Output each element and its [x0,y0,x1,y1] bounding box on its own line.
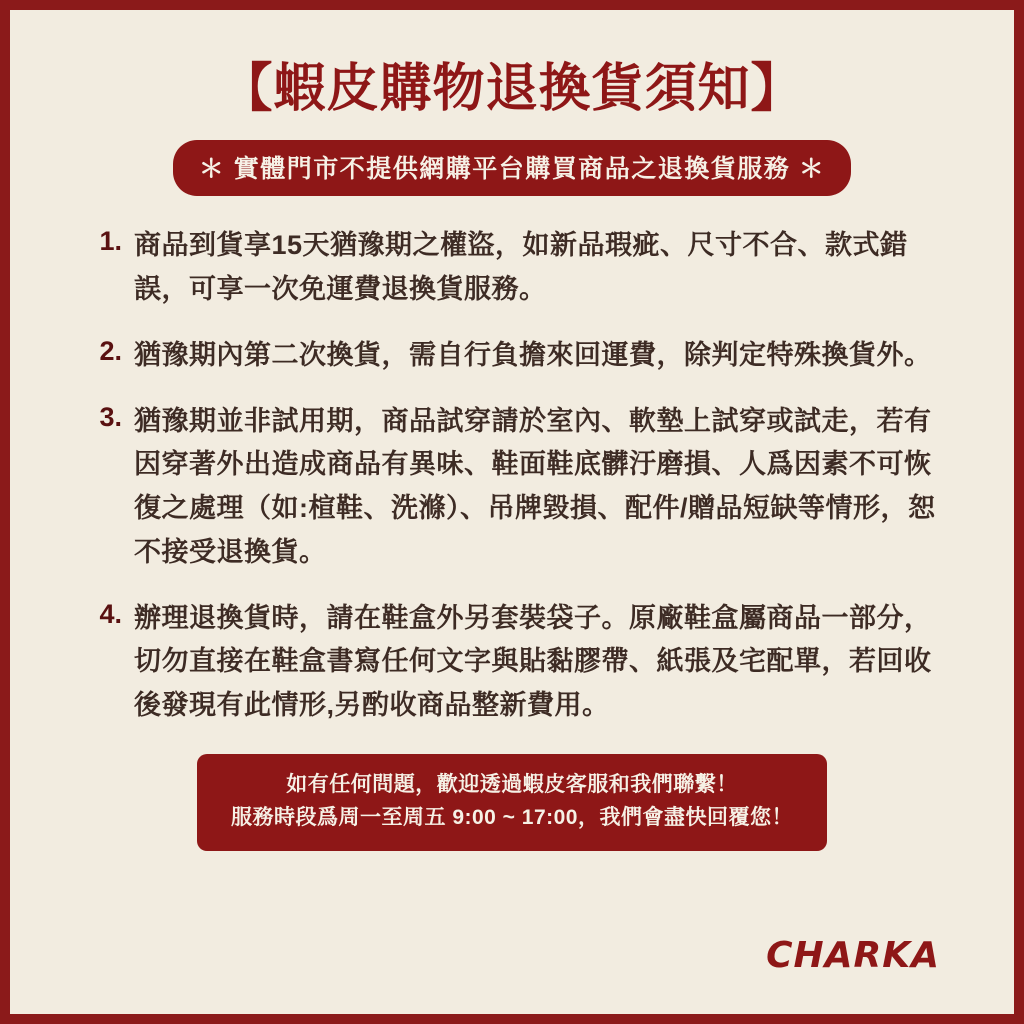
list-item-text: 商品到貨享15天猶豫期之權盜，如新品瑕疵、尺寸不合、款式錯誤，可享一次免運費退換貨服務。 [134,230,908,305]
list-item-number: 3. [99,401,122,432]
list-item-number: 2. [99,335,122,366]
list-item-number: 4. [99,598,122,629]
list-item-text: 辦理退換貨時，請在鞋盒外另套裝袋子。原廠鞋盒屬商品一部分，切勿直接在鞋盒書寫任何文字與貼黏膠帶、紙張及宅配單，若回收後發現有此情形,另酌收商品整新費用。 [134,602,932,720]
policy-list [10,224,1014,727]
page-title: 【蝦皮購物退換貨須知】 [220,60,804,118]
subtitle-banner-wrap [10,140,1014,196]
contact-line-2: 服務時段爲周一至周五 9:00 ~ 17:00，我們會盡快回覆您！ [230,806,793,830]
list-item [88,597,936,728]
brand-logo: CHARKA [766,935,940,976]
list-item-number: 1. [99,226,122,257]
contact-banner [197,754,827,851]
list-item [88,224,936,311]
list-item-text: 猶豫期內第二次換貨，需自行負擔來回運費，除判定特殊換貨外。 [134,339,932,370]
list-item [88,334,936,378]
list-item-text: 猶豫期並非試用期，商品試穿請於室內、軟墊上試穿或試走，若有因穿著外出造成商品有異味、鞋面鞋底髒汙磨損、人爲因素不可恢復之處理（如:楦鞋、洗滌）、吊牌毀損、配件/贈品短缺等情形，恕不接受退換貨。 [134,405,936,567]
list-item [88,400,936,575]
contact-line-1: 如有任何問題，歡迎透過蝦皮客服和我們聯繫！ [286,772,738,796]
notice-card [10,10,1014,1014]
contact-banner-wrap [10,754,1014,851]
subtitle-banner: ＊ 實體門市不提供網購平台購買商品之退換貨服務 ＊ [173,140,851,196]
